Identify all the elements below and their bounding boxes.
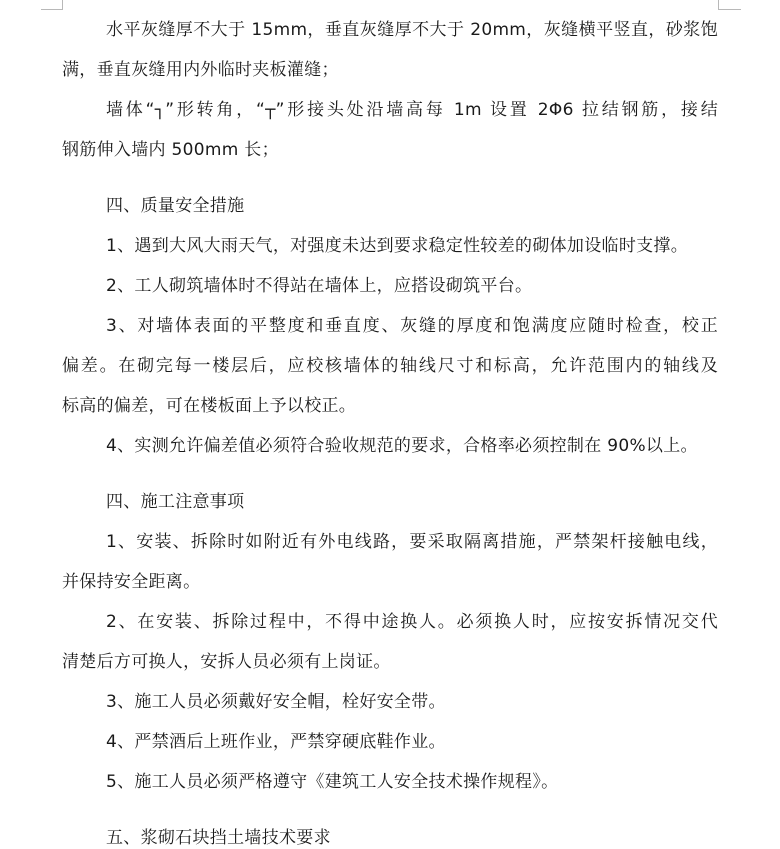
section-heading: 四、质量安全措施 (106, 196, 245, 216)
paragraph-line: 偏差。在砌完每一楼层后，应校核墙体的轴线尺寸和标高，允许范围内的轴线及 (62, 356, 718, 376)
paragraph-line: 墙体“┐”形转角，“┬”形接头处沿墙高每 1m 设置 2Φ6 拉结钢筋，接结 (106, 100, 718, 120)
paragraph-line: 水平灰缝厚不大于 15mm，垂直灰缝厚不大于 20mm，灰缝横平竖直，砂浆饱 (106, 20, 718, 40)
list-item: 1、安装、拆除时如附近有外电线路，要采取隔离措施，严禁架杆接触电线， (106, 532, 718, 552)
list-item: 4、严禁酒后上班作业，严禁穿硬底鞋作业。 (106, 732, 446, 752)
paragraph-line: 钢筋伸入墙内 500mm 长； (62, 140, 279, 160)
list-item: 2、在安装、拆除过程中，不得中途换人。必须换人时，应按安拆情况交代 (106, 612, 718, 632)
page-corner-mark-left (62, 0, 63, 10)
page-corner-mark-right (718, 0, 719, 10)
paragraph-line: 清楚后方可换人，安拆人员必须有上岗证。 (62, 652, 391, 672)
section-heading: 五、浆砌石块挡土墙技术要求 (106, 828, 331, 848)
list-item: 2、工人砌筑墙体时不得站在墙体上，应搭设砌筑平台。 (106, 276, 533, 296)
section-heading: 四、施工注意事项 (106, 492, 245, 512)
paragraph-line: 满，垂直灰缝用内外临时夹板灌缝； (62, 60, 339, 80)
list-item: 1、遇到大风大雨天气，对强度未达到要求稳定性较差的砌体加设临时支撑。 (106, 236, 689, 256)
paragraph-line: 标高的偏差，可在楼板面上予以校正。 (62, 396, 357, 416)
list-item: 3、对墙体表面的平整度和垂直度、灰缝的厚度和饱满度应随时检查，校正 (106, 316, 718, 336)
list-item: 5、施工人员必须严格遵守《建筑工人安全技术操作规程》。 (106, 772, 559, 792)
list-item: 3、施工人员必须戴好安全帽，栓好安全带。 (106, 692, 446, 712)
list-item: 4、实测允许偏差值必须符合验收规范的要求，合格率必须控制在 90%以上。 (106, 436, 698, 456)
paragraph-line: 并保持安全距离。 (62, 572, 201, 592)
